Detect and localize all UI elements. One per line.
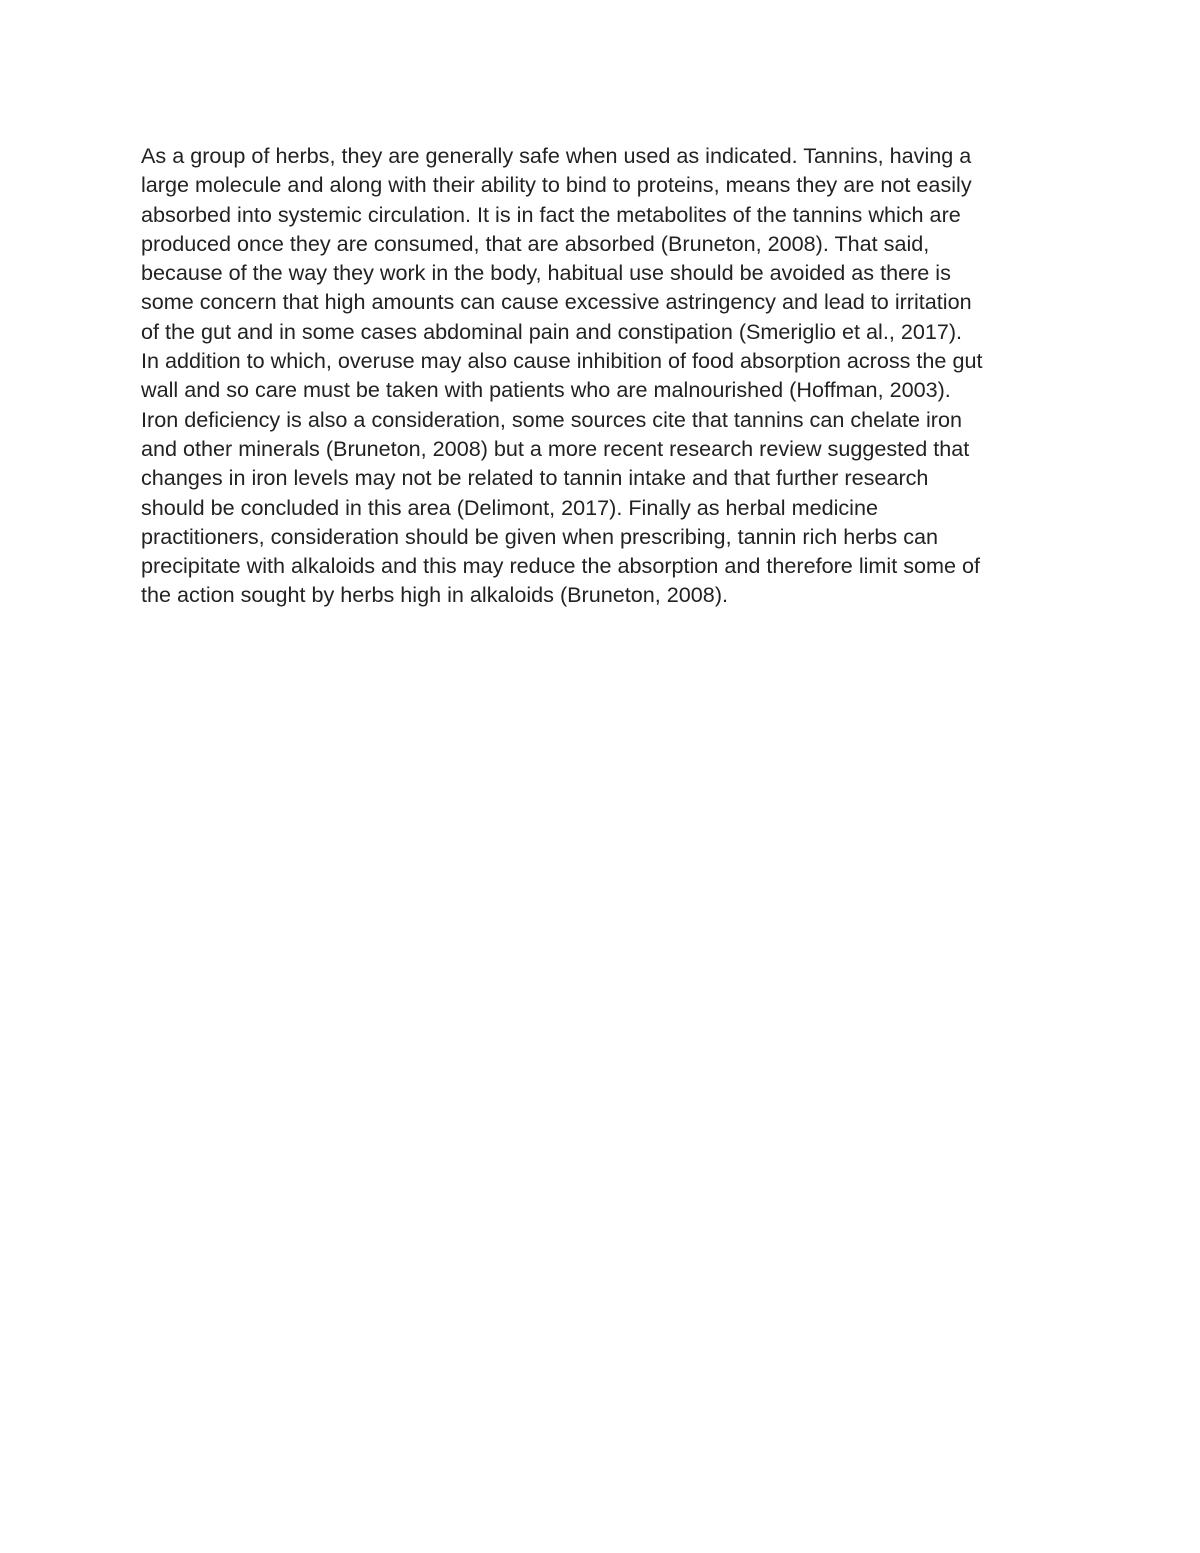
paragraph-line: wall and so care must be taken with patients who are malnourished (Hoffman, 2003).	[141, 377, 951, 403]
paragraph-line: In addition to which, overuse may also cause inhibition of food absorption across the gut	[141, 348, 983, 374]
paragraph-line: produced once they are consumed, that are absorbed (Bruneton, 2008). That said,	[141, 230, 930, 256]
body-paragraph	[141, 141, 1081, 610]
paragraph-line: practitioners, consideration should be given when prescribing, tannin rich herbs can	[141, 523, 939, 549]
paragraph-line: some concern that high amounts can cause excessive astringency and lead to irritation	[141, 289, 972, 315]
paragraph-line: As a group of herbs, they are generally safe when used as indicated. Tannins, having a	[141, 143, 972, 168]
paragraph-line: should be concluded in this area (Delimont, 2017). Finally as herbal medicine	[141, 494, 878, 520]
paragraph-line: large molecule and along with their ability to bind to proteins, means they are not easily	[141, 172, 972, 198]
paragraph-line: Iron deficiency is also a consideration, some sources cite that tannins can chelate iron	[141, 406, 963, 432]
paragraph-line: because of the way they work in the body, habitual use should be avoided as there is	[141, 260, 951, 286]
paragraph-line: precipitate with alkaloids and this may reduce the absorption and therefore limit some of	[141, 553, 981, 579]
paragraph-line: absorbed into systemic circulation. It is in fact the metabolites of the tannins which are	[141, 201, 961, 227]
paragraph-line: the action sought by herbs high in alkaloids (Bruneton, 2008).	[141, 582, 729, 608]
paragraph-line: changes in iron levels may not be related to tannin intake and that further research	[141, 465, 929, 491]
paragraph-line: and other minerals (Bruneton, 2008) but a more recent research review suggested that	[141, 435, 970, 461]
paragraph-line: of the gut and in some cases abdominal pain and constipation (Smeriglio et al., 2017).	[141, 318, 963, 344]
